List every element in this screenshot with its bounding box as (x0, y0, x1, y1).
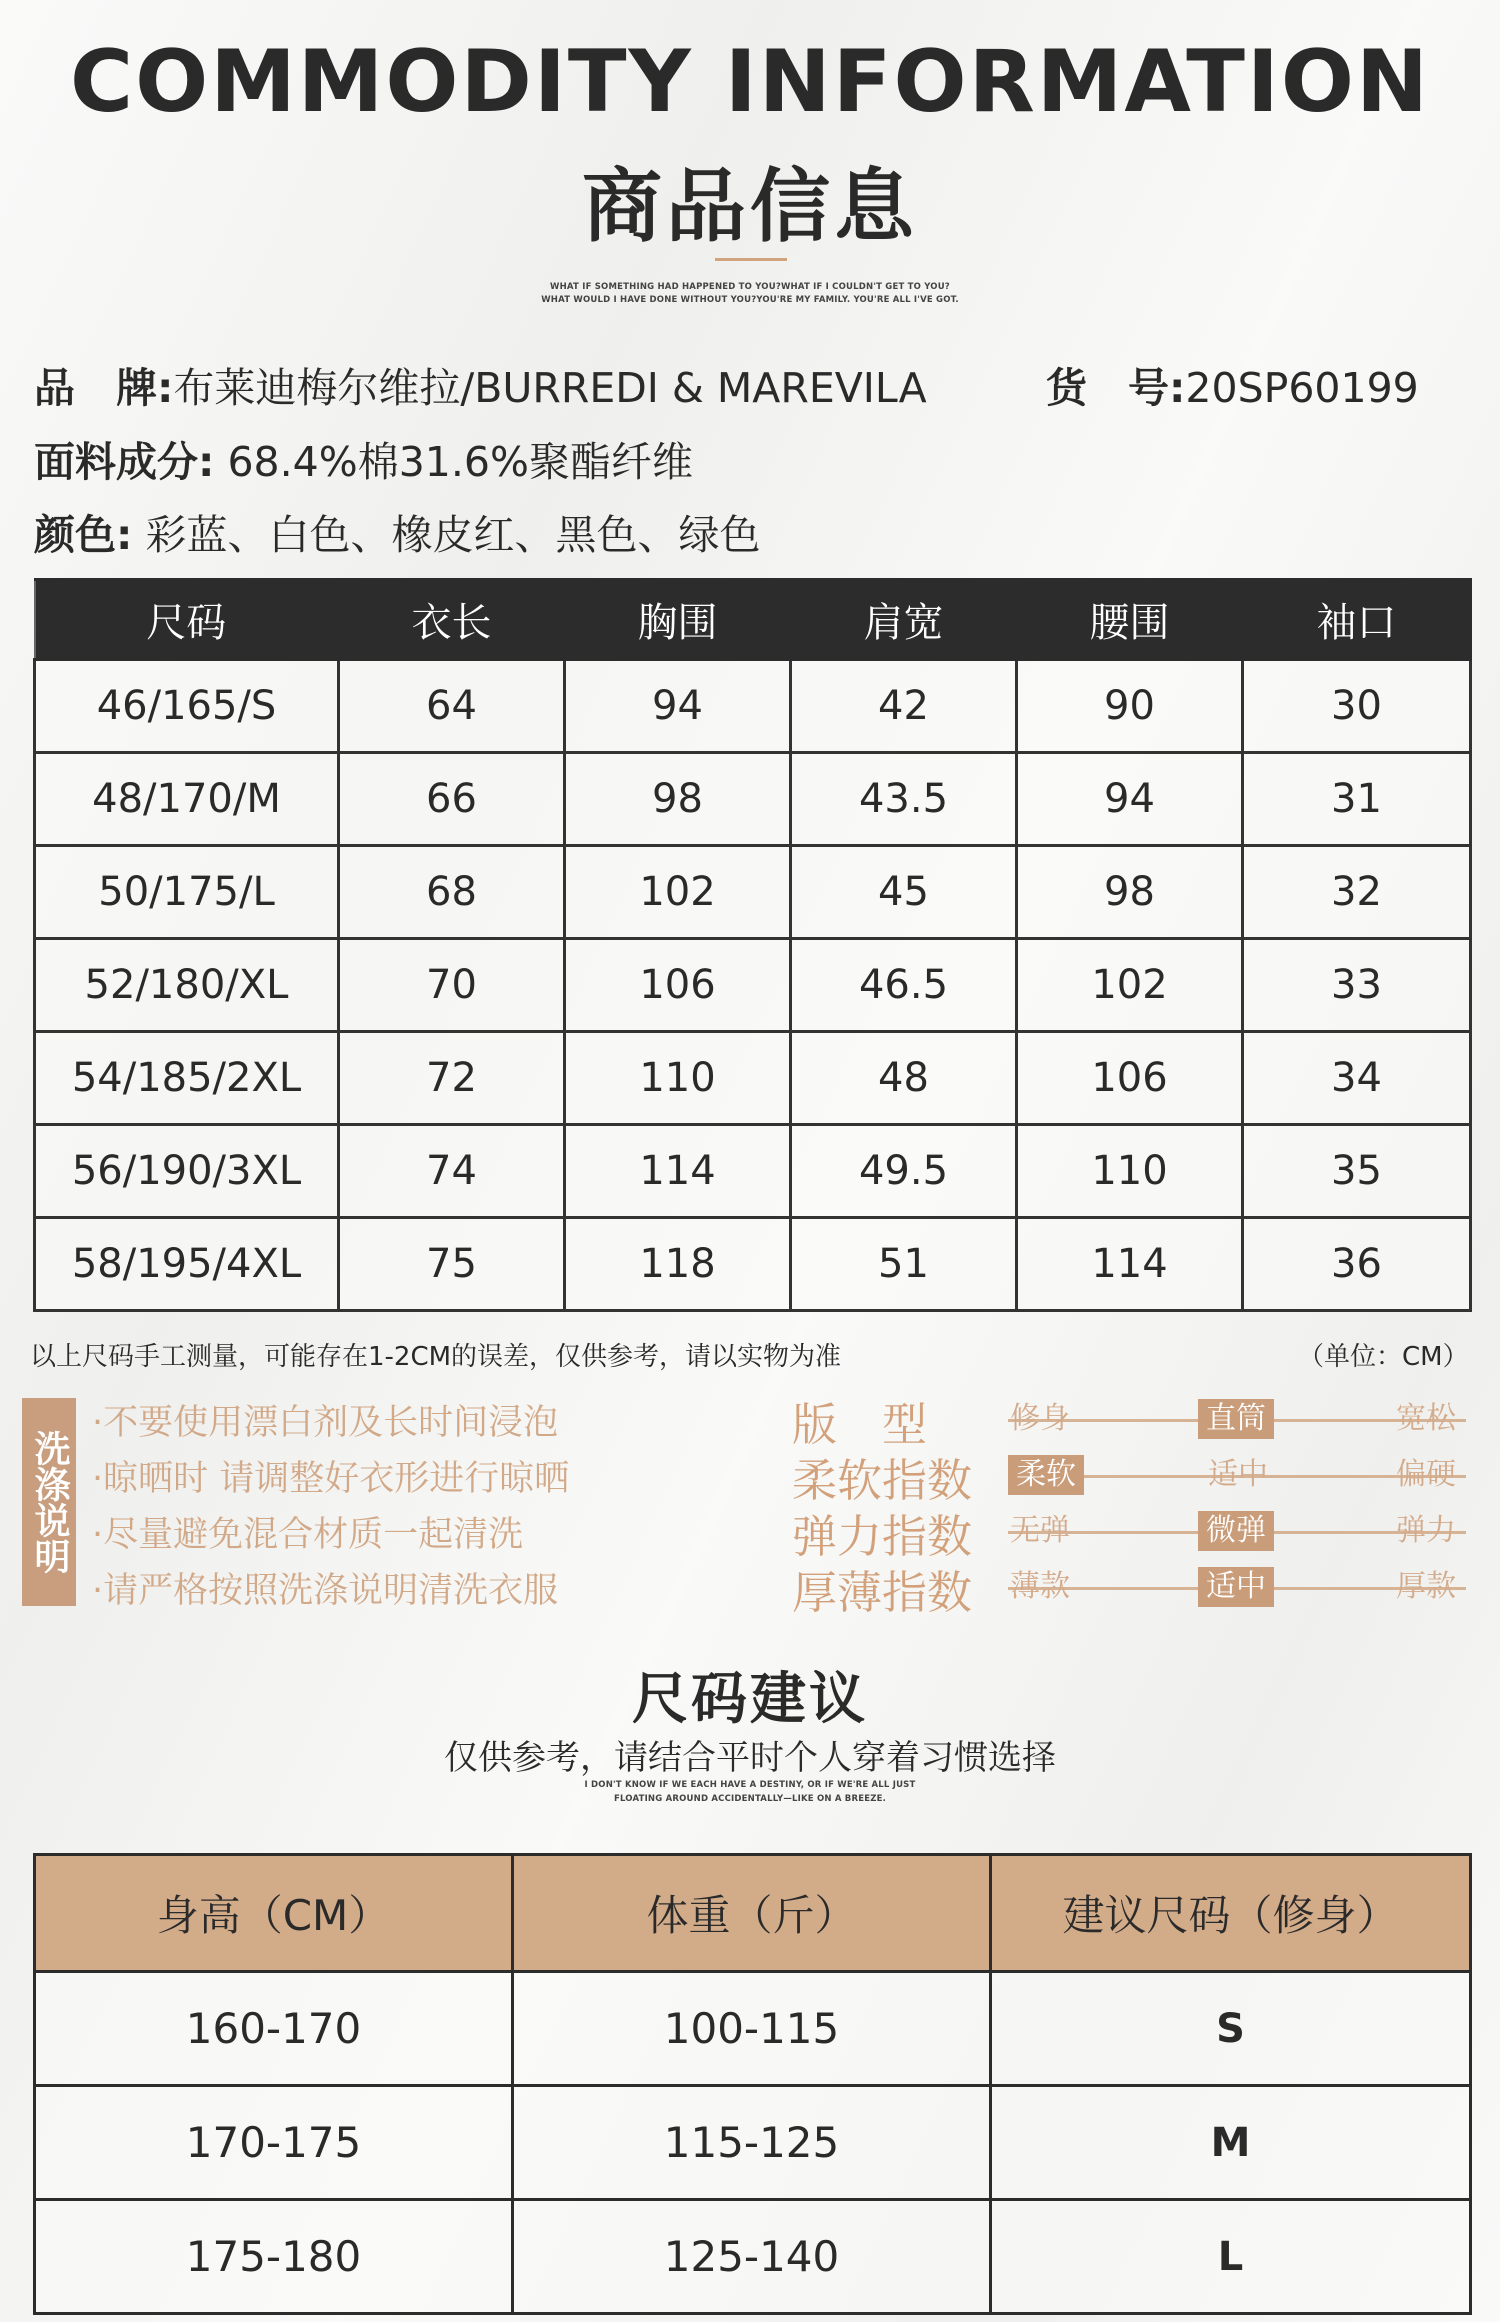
table-row (35, 939, 1471, 1032)
table-cell: 98 (1017, 846, 1243, 939)
table-cell: 70 (339, 939, 565, 1032)
header-recommended-size: 建议尺码（修身） (991, 1855, 1471, 1972)
header-height: 身高（CM） (35, 1855, 513, 1972)
table-row (35, 846, 1471, 939)
table-cell: 90 (1017, 660, 1243, 753)
table-cell: 49.5 (791, 1125, 1017, 1218)
table-row (35, 1218, 1471, 1311)
index-option: 弹力 (1396, 1513, 1456, 1548)
table-cell: 118 (565, 1218, 791, 1311)
wash-item: ·请严格按照洗涤说明清洗衣服 (92, 1571, 559, 1611)
table-cell: 51 (791, 1218, 1017, 1311)
wash-instructions-tag: 洗涤说明 (22, 1398, 76, 1606)
header-chest: 胸围 (565, 580, 791, 660)
fabric-value: 68.4%棉31.6%聚酯纤维 (227, 438, 693, 486)
table-cell: 42 (791, 660, 1017, 753)
table-cell: 94 (1017, 753, 1243, 846)
table-cell: 102 (1017, 939, 1243, 1032)
advice-tagline-1: I DON'T KNOW IF WE EACH HAVE A DESTINY, OR IF WE'RE ALL JUST (584, 1780, 916, 1790)
table-cell: 56/190/3XL (35, 1125, 339, 1218)
measure-note: 以上尺码手工测量，可能存在1-2CM的误差，仅供参考，请以实物为准 (30, 1342, 842, 1372)
size-recommendation-table (33, 1853, 1472, 2315)
table-cell: 106 (565, 939, 791, 1032)
table-cell: 46/165/S (35, 660, 339, 753)
tagline-line-1: WHAT IF SOMETHING HAD HAPPENED TO YOU?WHAT IF I COULDN'T GET TO YOU? (550, 282, 950, 292)
table-cell: 33 (1243, 939, 1471, 1032)
index-label-thickness: 厚薄指数 (792, 1566, 973, 1619)
tagline-line-2: WHAT WOULD I HAVE DONE WITHOUT YOU?YOU'RE MY FAMILY. YOU'RE ALL I'VE GOT. (541, 295, 959, 305)
header-length: 衣长 (339, 580, 565, 660)
size-spec-table (33, 578, 1472, 1312)
table-cell: 94 (565, 660, 791, 753)
index-option: 薄款 (1010, 1569, 1070, 1604)
index-option-selected: 适中 (1198, 1567, 1274, 1607)
table-cell: L (991, 2200, 1471, 2314)
index-option: 修身 (1010, 1401, 1070, 1436)
item-value: 20SP60199 (1185, 364, 1419, 412)
brand-row (34, 355, 927, 414)
table-row (35, 1125, 1471, 1218)
index-option: 偏硬 (1396, 1457, 1456, 1492)
size-advice-title: 尺码建议 (632, 1667, 868, 1732)
index-option: 宽松 (1396, 1401, 1456, 1436)
table-header-row (35, 580, 1471, 660)
table-cell: 110 (565, 1032, 791, 1125)
table-cell: 46.5 (791, 939, 1017, 1032)
index-option-selected: 柔软 (1008, 1455, 1084, 1495)
brand-value: 布莱迪梅尔维拉/BURREDI & MAREVILA (173, 364, 927, 412)
table-row (35, 660, 1471, 753)
table-cell: 74 (339, 1125, 565, 1218)
header-weight: 体重（斤） (513, 1855, 991, 1972)
table-cell: 43.5 (791, 753, 1017, 846)
item-label: 货 号: (1046, 364, 1186, 412)
wash-item: ·晾晒时 请调整好衣形进行晾晒 (92, 1459, 570, 1499)
table-cell: 114 (1017, 1218, 1243, 1311)
table-cell: 72 (339, 1032, 565, 1125)
table-cell: 125-140 (513, 2200, 991, 2314)
table-cell: 115-125 (513, 2086, 991, 2200)
table-cell: 48/170/M (35, 753, 339, 846)
table-cell: 36 (1243, 1218, 1471, 1311)
table-row (35, 753, 1471, 846)
index-label-fit: 版 型 (792, 1398, 928, 1451)
color-label: 颜色: (34, 511, 133, 559)
table-cell: 48 (791, 1032, 1017, 1125)
table-cell: 100-115 (513, 1972, 991, 2086)
page-title-en: COMMODITY INFORMATION (69, 32, 1430, 132)
table-cell: 64 (339, 660, 565, 753)
wash-item: ·尽量避免混合材质一起清洗 (92, 1515, 524, 1555)
table-cell: 175-180 (35, 2200, 513, 2314)
title-divider (715, 258, 787, 261)
table-cell: 102 (565, 846, 791, 939)
index-option-selected: 直筒 (1198, 1399, 1274, 1439)
table-cell: S (991, 1972, 1471, 2086)
table-cell: 58/195/4XL (35, 1218, 339, 1311)
table-cell: 106 (1017, 1032, 1243, 1125)
fabric-row (34, 429, 693, 488)
size-advice-subtitle: 仅供参考，请结合平时个人穿着习惯选择 (444, 1738, 1056, 1778)
table-row (35, 2200, 1471, 2314)
color-value: 彩蓝、白色、橡皮红、黑色、绿色 (145, 511, 761, 559)
index-option-selected: 微弹 (1198, 1511, 1274, 1551)
header-size: 尺码 (35, 580, 339, 660)
table-cell: 68 (339, 846, 565, 939)
table-cell: 30 (1243, 660, 1471, 753)
table-row (35, 1972, 1471, 2086)
table-cell: 32 (1243, 846, 1471, 939)
table-cell: 52/180/XL (35, 939, 339, 1032)
index-label-softness: 柔软指数 (792, 1454, 973, 1507)
table-cell: 45 (791, 846, 1017, 939)
header-shoulder: 肩宽 (791, 580, 1017, 660)
table-cell: 31 (1243, 753, 1471, 846)
table-row (35, 2086, 1471, 2200)
table-cell: 114 (565, 1125, 791, 1218)
table-cell: 54/185/2XL (35, 1032, 339, 1125)
index-option: 无弹 (1010, 1513, 1070, 1548)
index-option: 厚款 (1396, 1569, 1456, 1604)
page-title-cn: 商品信息 (582, 160, 918, 253)
index-option: 适中 (1208, 1457, 1268, 1492)
header-waist: 腰围 (1017, 580, 1243, 660)
table-cell: 98 (565, 753, 791, 846)
color-row (34, 502, 760, 561)
table-cell: 66 (339, 753, 565, 846)
advice-tagline-2: FLOATING AROUND ACCIDENTALLY—LIKE ON A BREEZE. (613, 1794, 887, 1804)
index-label-elasticity: 弹力指数 (792, 1510, 973, 1563)
table-cell: 35 (1243, 1125, 1471, 1218)
table-cell: 34 (1243, 1032, 1471, 1125)
item-no-row (1046, 355, 1419, 414)
table-cell: 75 (339, 1218, 565, 1311)
fabric-label: 面料成分: (34, 438, 215, 486)
wash-item: ·不要使用漂白剂及长时间浸泡 (92, 1403, 559, 1443)
header-cuff: 袖口 (1243, 580, 1471, 660)
table-cell: 160-170 (35, 1972, 513, 2086)
table-row (35, 1032, 1471, 1125)
table-cell: 170-175 (35, 2086, 513, 2200)
table-cell: M (991, 2086, 1471, 2200)
brand-label: 品 牌: (34, 364, 174, 412)
table-cell: 50/175/L (35, 846, 339, 939)
unit-note: （单位：CM） (1298, 1342, 1469, 1372)
table-header-row (35, 1855, 1471, 1972)
table-cell: 110 (1017, 1125, 1243, 1218)
